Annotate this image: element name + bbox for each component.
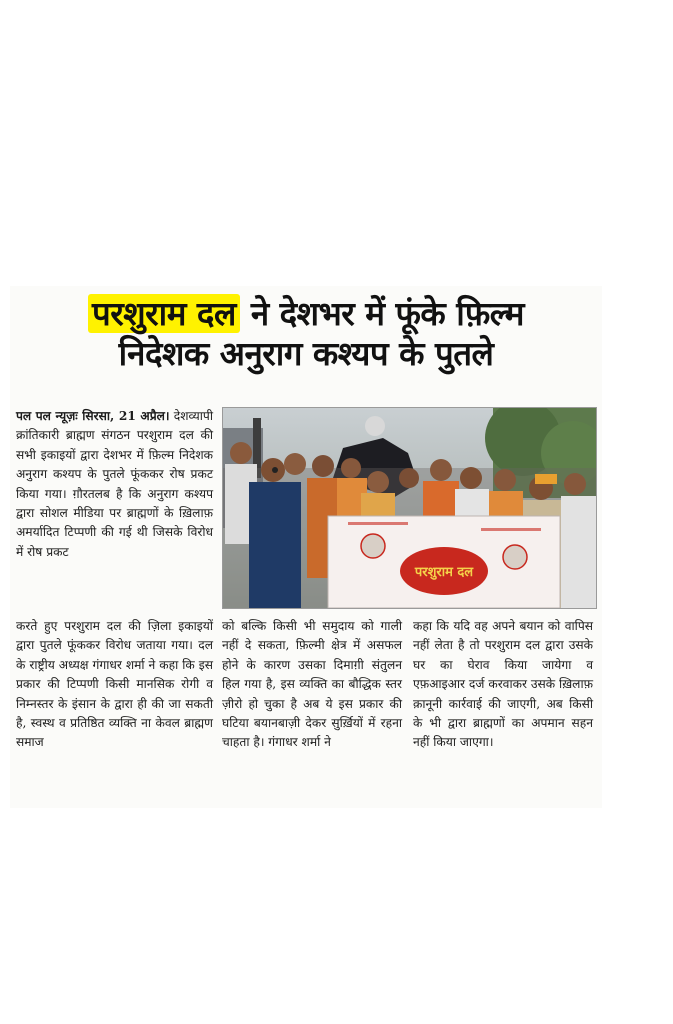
article-text-col2: को बल्कि किसी भी समुदाय को गाली नहीं दे सकता, फ़िल्मी क्षेत्र में असफल होने के कारण उसका दिमाग़ी संतुलन हिल गया है, इस व्यक्ति का बौद्धिक स्तर ज़ीरो हो चुका है अब ये इस प्रकार की घटिया बयानबाज़ी देकर सुर्ख़ियों में रहना चाहता है। गंगाधर शर्मा ने <box>222 619 402 750</box>
headline-highlight: परशुराम दल <box>88 294 240 333</box>
article-text-col1-bottom: करते हुए परशुराम दल की ज़िला इकाइयों द्वारा पुतले फूंककर विरोध जताया गया। दल के राष्ट्रीय अध्यक्ष गंगाधर शर्मा ने कहा कि इस प्रकार की टिप्पणी किसी मानसिक रोगी व निम्नस्तर के इंसान के द्वारा ही की जा सकती है, स्वस्थ व प्रतिष्ठित व्यक्ति ना केवल ब्राह्मण समाज <box>16 619 213 750</box>
article-column-2 <box>222 617 402 753</box>
article-column-1-bottom <box>16 617 213 753</box>
article-column-3 <box>413 617 593 753</box>
newspaper-clipping <box>10 286 602 808</box>
headline-line-1-rest: ने देशभर में फूंके फ़िल्म <box>239 294 525 333</box>
protest-photo-illustration <box>223 408 596 608</box>
headline <box>10 294 602 374</box>
article-text-col3: कहा कि यदि वह अपने बयान को वापिस नहीं लेता है तो परशुराम दल द्वारा उसके घर का घेराव किया जायेगा व एफ़आइआर दर्ज करवाकर उसके ख़िलाफ़ क़ानूनी कार्रवाई की जाएगी, अब किसी के भी द्वारा ब्राह्मणों का अपमान सहन नहीं किया जाएगा। <box>413 619 593 750</box>
headline-line-2: निदेशक अनुराग कश्यप के पुतले <box>118 334 494 373</box>
headline-line-1 <box>10 294 602 334</box>
protest-photo <box>222 407 597 609</box>
banner-logo-text: परशुराम दल <box>414 565 474 580</box>
article-text-col1-top: देशव्यापी क्रांतिकारी ब्राह्मण संगठन परशुराम दल की सभी इकाइयों द्वारा देशभर में फ़िल्म निदेशक अनुराग कश्यप के पुतले फूंककर रोष प्रकट किया गया। ग़ौरतलब है कि अनुराग कश्यप द्वारा सोशल मीडिया पर ब्राह्मणों के ख़िलाफ़ अमर्यादित टिप्पणी की गई थी जिसके विरोध में रोष प्रकट <box>16 409 213 559</box>
article-column-1-top <box>16 407 213 562</box>
dateline: पल पल न्यूज़ः सिरसा, 21 अप्रैल। <box>16 409 170 423</box>
